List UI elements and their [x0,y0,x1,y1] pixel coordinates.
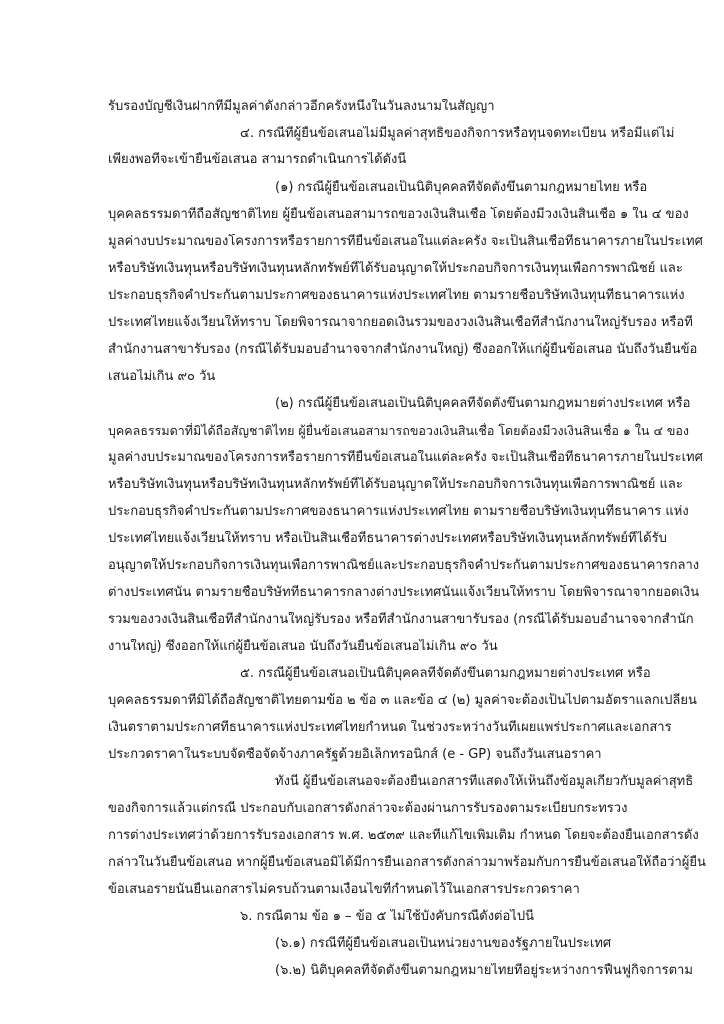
text-line: รวมของวงเงินสินเชื่อที่สำนักงานใหญ่รับรอง หรือที่สำนักงานสาขารับรอง (กรณีได้รับมอบอำนาจจากสำนัก [108,612,694,627]
text-line: ๔. กรณีที่ผู้ยื่นข้อเสนอไม่มีมูลค่าสุทธิของกิจการหรือทุนจดทะเบียน หรือมีแต่ไม่ [240,126,675,141]
text-line: การต่างประเทศว่าด้วยการรับรองเอกสาร พ.ศ. ๒๕๓๙ และที่แก้ไขเพิ่มเติม กำหนด โดยจะต้องยื่นเอกสารดัง [108,828,699,843]
text-line: สำนักงานสาขารับรอง (กรณีได้รับมอบอำนาจจากสำนักงานใหญ่) ซึ่งออกให้แก่ผู้ยื่นข้อเสนอ นับถึงวันยื่นข้อ [108,342,698,357]
text-line: เงินตราตามประกาศที่ธนาคารแห่งประเทศไทยกำหนด ในช่วงระหว่างวันที่เผยแพร่ประกาศและเอกสาร [108,720,672,735]
text-line: (๖.๑) กรณีที่ผู้ยื่นข้อเสนอเป็นหน่วยงานของรัฐภายในประเทศ [275,936,612,951]
text-line: อนุญาตให้ประกอบกิจการเงินทุนเพื่อการพาณิชย์และประกอบธุรกิจค้ำประกันตามประกาศของธนาคารกลาง [108,558,700,573]
text-line: ๖. กรณีตาม ข้อ ๑ – ข้อ ๕ ไม่ใช้บังคับกรณีดังต่อไปนี้ [240,909,534,924]
text-line: หรือบริษัทเงินทุนหรือบริษัทเงินทุนหลักทรัพย์ที่ได้รับอนุญาตให้ประกอบกิจการเงินทุนเพื่อการพาณิชย์ และ [108,261,683,276]
text-line: ประกอบธุรกิจค้ำประกันตามประกาศของธนาคารแห่งประเทศไทย ตามรายชื่อบริษัทเงินทุนที่ธนาคารแห่ง [108,288,685,303]
text-line: ประเทศไทยแจ้งเวียนให้ทราบ หรือเป็นสินเชื่อที่ธนาคารต่างประเทศหรือบริษัทเงินทุนหลักทรัพย์ที่ได้รับ [108,531,667,546]
text-line: มูลค่างบประมาณของโครงการหรือรายการที่ยื่นข้อเสนอในแต่ละครั้ง จะเป็นสินเชื่อที่ธนาคารภายในประเทศ [108,450,703,465]
text-line: รับรองบัญชีเงินฝากที่มีมูลค่าดังกล่าวอีกครั้งหนึ่งในวันลงนามในสัญญา [108,99,495,114]
text-line: กล่าวในวันยื่นข้อเสนอ หากผู้ยื่นข้อเสนอมิได้มีการยื่นเอกสารดังกล่าวมาพร้อมกับการยื่นข้อเสนอให้ถือว่าผู้ยื่น [108,855,706,870]
text-line: ประเทศไทยแจ้งเวียนให้ทราบ โดยพิจารณาจากยอดเงินรวมของวงเงินสินเชื่อที่สำนักงานใหญ่รับรอง หรือที่ [108,315,693,330]
text-line: บุคคลธรรมดาที่ถือสัญชาติไทย ผู้ยื่นข้อเสนอสามารถขอวงเงินสินเชื่อ โดยต้องมีวงเงินสินเชื่อ ๑ ใน ๔ ของ [108,207,689,222]
text-line: (๒) กรณีผู้ยื่นข้อเสนอเป็นนิติบุคคลที่จัดตั้งขึ้นตามกฎหมายต่างประเทศ หรือ [275,396,691,411]
text-line: เสนอไม่เกิน ๙๐ วัน [108,369,216,384]
text-line: บุคคลธรรมดาที่มิได้ถือสัญชาติไทยตามข้อ ๒ ข้อ ๓ และข้อ ๔ (๒) มูลค่าจะต้องเป็นไปตามอัตราแลกเปลี่ยน [108,693,697,708]
text-line: ประกวดราคาในระบบจัดซื้อจัดจ้างภาครัฐด้วยอิเล็กทรอนิกส์ (e - GP) จนถึงวันเสนอราคา [108,747,602,762]
text-line: ต่างประเทศนั้น ตามรายชื่อบริษัทที่ธนาคารกลางต่างประเทศนั้นแจ้งเวียนให้ทราบ โดยพิจารณาจากยอดเงิน [108,585,700,600]
text-line: ของกิจการแล้วแต่กรณี ประกอบกับเอกสารดังกล่าวจะต้องผ่านการรับรองตามระเบียบกระทรวง [108,801,628,816]
text-line: ประกอบธุรกิจค้ำประกันตามประกาศของธนาคารแห่งประเทศไทย ตามรายชื่อบริษัทเงินทุนที่ธนาคาร แห่ง [108,504,689,519]
text-line: มูลค่างบประมาณของโครงการหรือรายการที่ยื่นข้อเสนอในแต่ละครั้ง จะเป็นสินเชื่อที่ธนาคารภายในประเทศ [108,234,703,249]
text-line: ข้อเสนอรายนั้นยื่นเอกสารไม่ครบถ้วนตามเงื่อนไขที่กำหนดไว้ในเอกสารประกวดราคา [108,882,580,897]
text-line: บุคคลธรรมดาที่มิได้ถือสัญชาติไทย ผู้ยื่นข้อเสนอสามารถขอวงเงินสินเชื่อ โดยต้องมีวงเงินสินเชื่อ ๑ ใน ๔ ของ [108,423,690,438]
text-line: ๕. กรณีผู้ยื่นข้อเสนอเป็นนิติบุคคลที่จัดตั้งขึ้นตามกฎหมายต่างประเทศ หรือ [240,666,651,681]
text-line: เพียงพอที่จะเข้ายื่นข้อเสนอ สามารถดำเนินการได้ดังนี้ [108,152,407,167]
text-line: หรือบริษัทเงินทุนหรือบริษัทเงินทุนหลักทรัพย์ที่ได้รับอนุญาตให้ประกอบกิจการเงินทุนเพื่อการพาณิชย์ และ [108,477,683,492]
text-line: ทั้งนี้ ผู้ยื่นข้อเสนอจะต้องยื่นเอกสารที่แสดงให้เห็นถึงข้อมูลเกี่ยวกับมูลค่าสุทธิ [275,774,694,789]
text-line: งานใหญ่) ซึ่งออกให้แก่ผู้ยื่นข้อเสนอ นับถึงวันยื่นข้อเสนอไม่เกิน ๙๐ วัน [108,639,498,654]
text-line: (๖.๒) นิติบุคคลที่จัดตั้งขึ้นตามกฎหมายไทยที่อยู่ระหว่างการฟื้นฟูกิจการตาม [275,963,693,978]
text-line: (๑) กรณีผู้ยื่นข้อเสนอเป็นนิติบุคคลที่จัดตั้งขึ้นตามกฎหมายไทย หรือ [275,180,648,195]
